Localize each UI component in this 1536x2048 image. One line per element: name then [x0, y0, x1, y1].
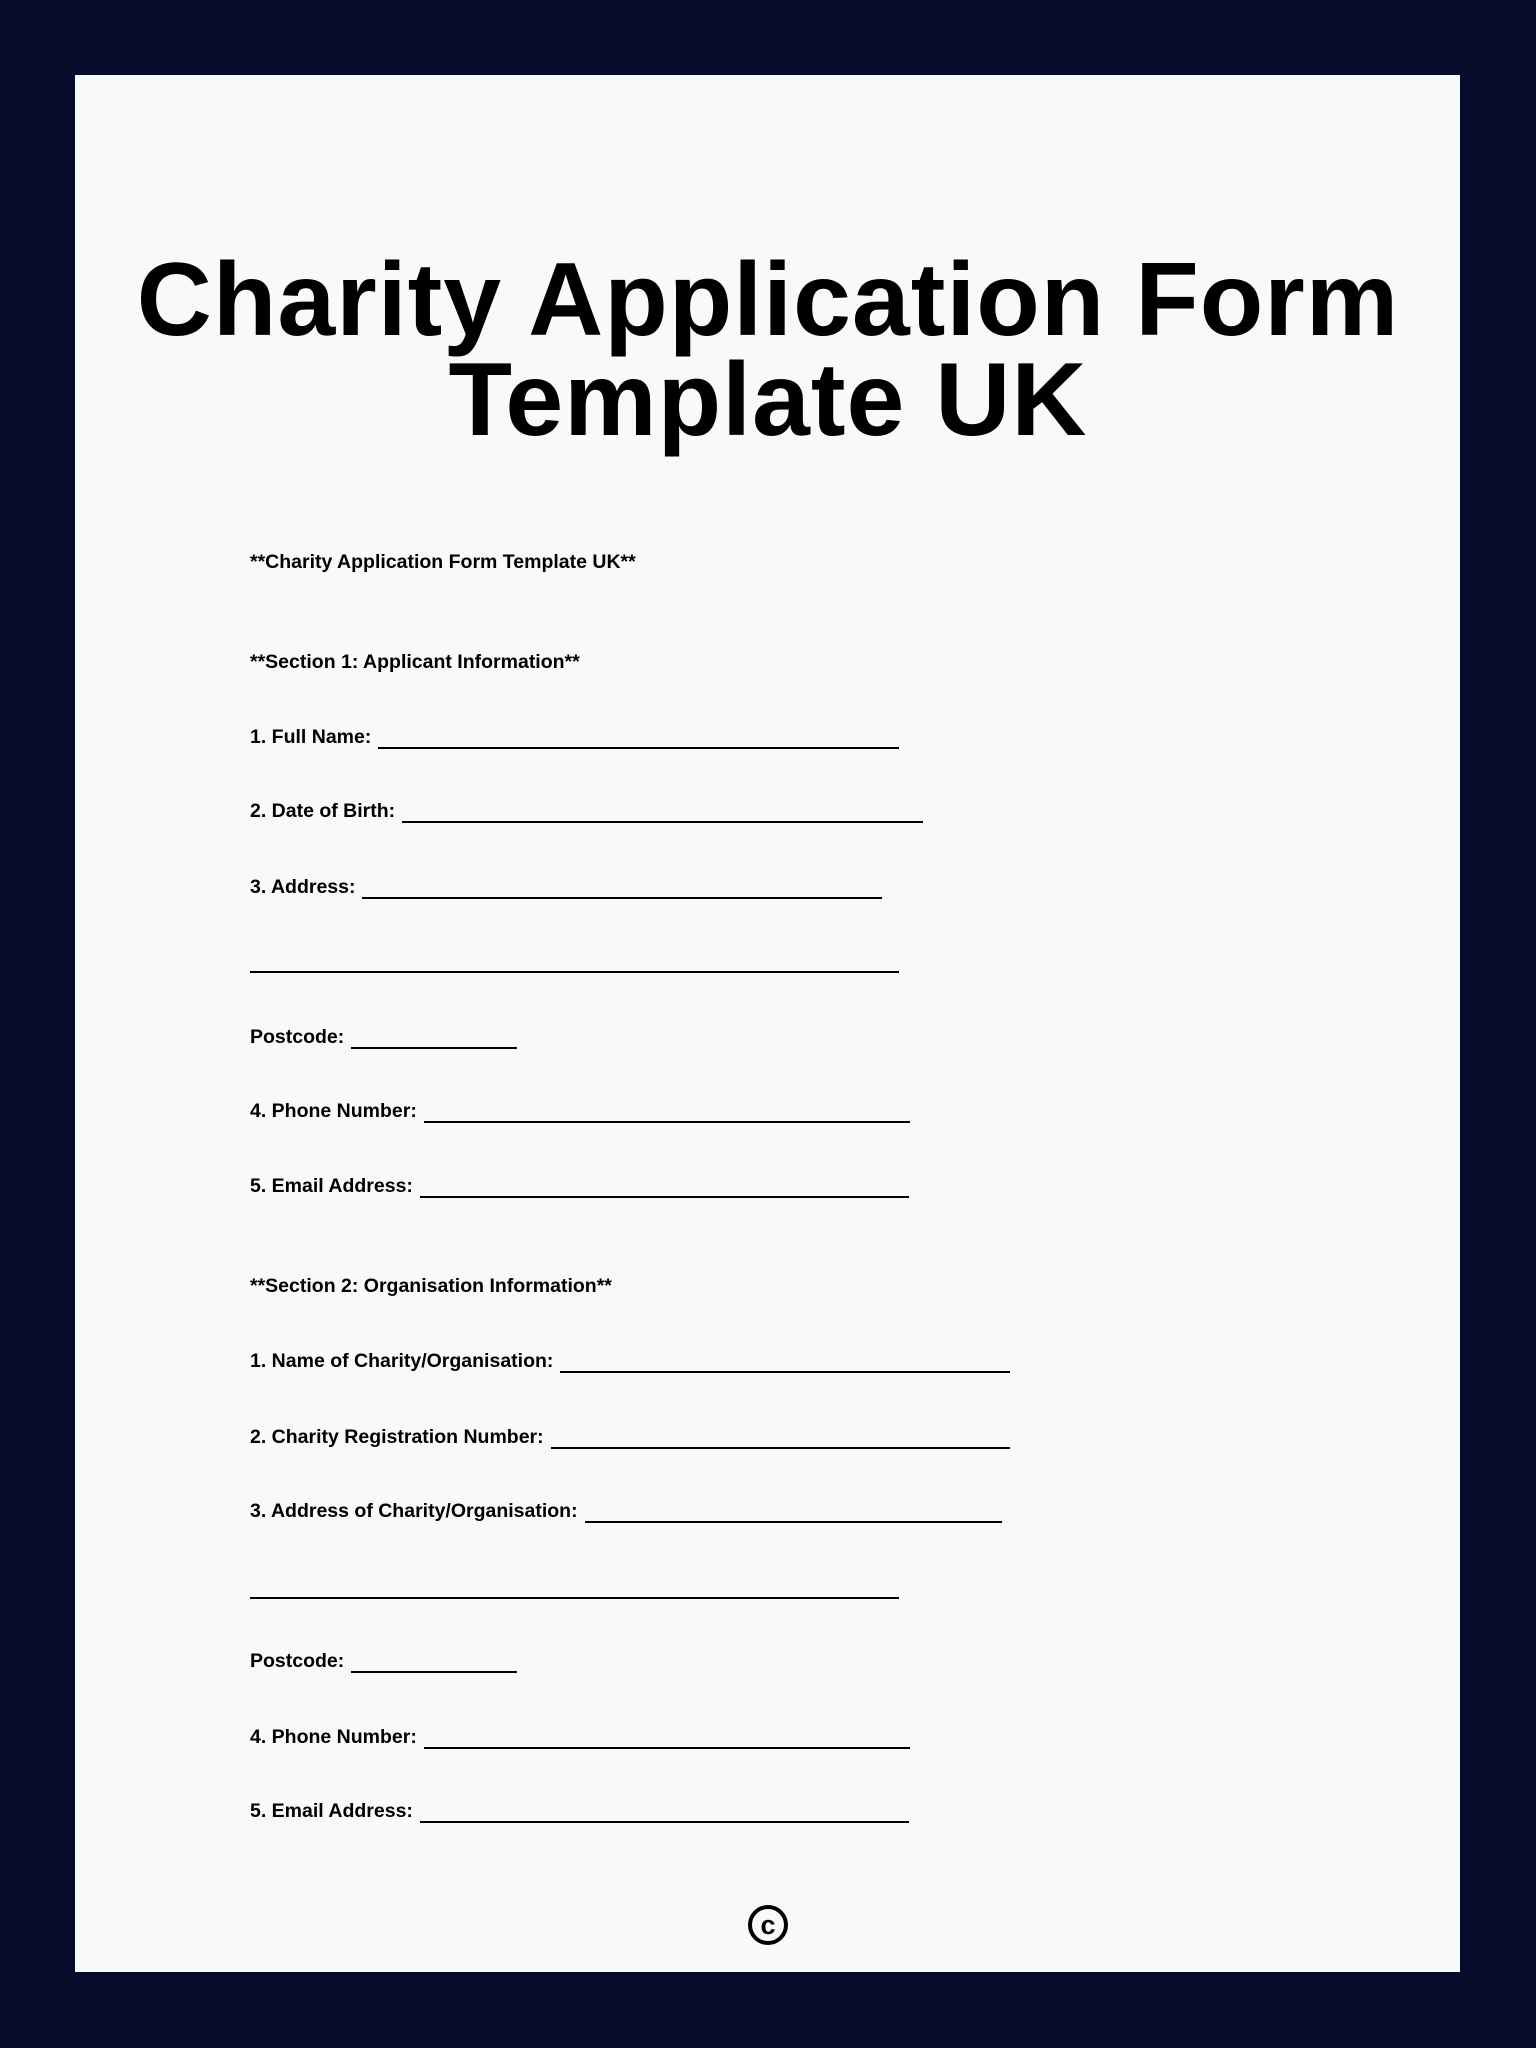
organisation-address-input-line[interactable]	[585, 1501, 1002, 1523]
postcode-field[interactable]: Postcode:	[250, 1023, 517, 1049]
organisation-address-field[interactable]: 3. Address of Charity/Organisation:	[250, 1497, 1002, 1523]
section-1-heading: **Section 1: Applicant Information**	[250, 651, 580, 673]
date-of-birth-field[interactable]: 2. Date of Birth:	[250, 797, 923, 823]
phone-number-input-line[interactable]	[424, 1101, 910, 1123]
address-input-line[interactable]	[362, 877, 882, 899]
registration-number-field[interactable]: 2. Charity Registration Number:	[250, 1423, 1010, 1449]
organisation-name-input-line[interactable]	[560, 1351, 1010, 1373]
organisation-email-input-line[interactable]	[420, 1801, 909, 1823]
organisation-phone-input-line[interactable]	[424, 1727, 910, 1749]
phone-number-field[interactable]: 4. Phone Number:	[250, 1097, 910, 1123]
organisation-phone-field[interactable]: 4. Phone Number:	[250, 1723, 910, 1749]
organisation-name-field[interactable]: 1. Name of Charity/Organisation:	[250, 1347, 1010, 1373]
registration-number-input-line[interactable]	[551, 1427, 1010, 1449]
full-name-input-line[interactable]	[378, 727, 899, 749]
title-line-1: Charity Application Form	[136, 242, 1400, 358]
organisation-postcode-input-line[interactable]	[351, 1651, 517, 1673]
email-address-field[interactable]: 5. Email Address:	[250, 1172, 909, 1198]
form-subtitle: **Charity Application Form Template UK**	[250, 551, 636, 573]
organisation-address-line-2-input-line[interactable]	[250, 1577, 899, 1599]
date-of-birth-input-line[interactable]	[402, 801, 923, 823]
section-2-heading: **Section 2: Organisation Information**	[250, 1275, 612, 1297]
organisation-address-line-2-field[interactable]	[250, 1573, 899, 1599]
email-address-input-line[interactable]	[420, 1176, 909, 1198]
organisation-email-field[interactable]: 5. Email Address:	[250, 1797, 909, 1823]
title-line-2: Template UK	[448, 342, 1088, 458]
copyright-icon: c	[748, 1905, 788, 1945]
page-title	[0, 242, 1536, 458]
full-name-field[interactable]: 1. Full Name:	[250, 723, 899, 749]
address-line-2-input-line[interactable]	[250, 951, 899, 973]
address-field[interactable]: 3. Address:	[250, 873, 882, 899]
organisation-postcode-field[interactable]: Postcode:	[250, 1647, 517, 1673]
postcode-input-line[interactable]	[351, 1027, 517, 1049]
address-line-2-field[interactable]	[250, 947, 899, 973]
